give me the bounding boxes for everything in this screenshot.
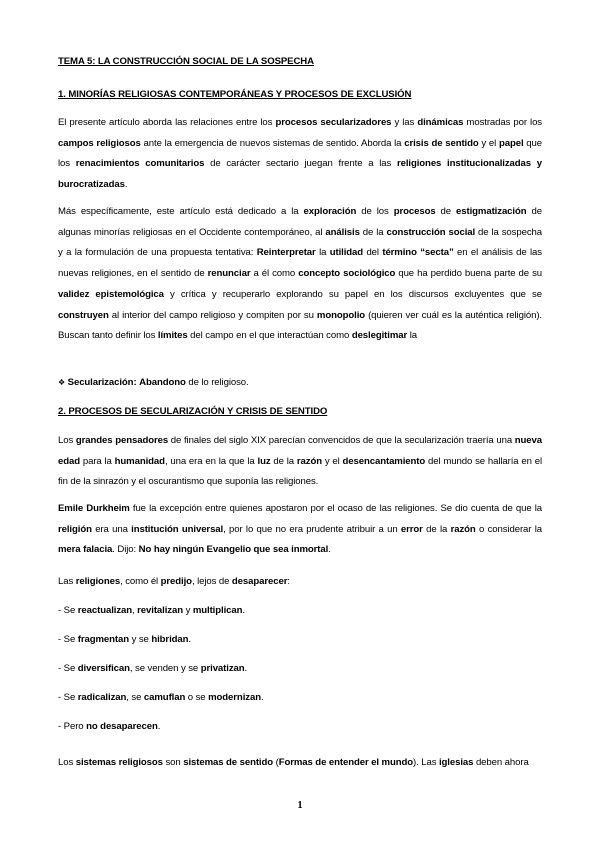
- section-1-paragraph-2: Más específicamente, este artículo está dedicado a la exploración de los procesos de estigmatización de algunas minorías religiosas en el Occidente contemporáneo, al análisis de la construcción social de la sospecha y a la formulación de una propuesta tentativa: Reinterpretar la utilidad del término “secta” en el análisis de las nuevas religiones, en el sentido de renunciar a él como concepto sociológico que ha perdido buena parte de su validez epistemológica y crítica y recuperarlo explorando su papel en los discursos excluyentes que se construyen al interior del campo religioso y compiten por su monopolio (quieren ver cuál es la auténtica religión). Buscan tanto definir los límites del campo en el que interactúan como deslegitimar la: [58, 206, 542, 342]
- page-number: 1: [297, 800, 303, 811]
- section-2-heading: 2. PROCESOS DE SECULARIZACIÓN Y CRISIS DE SENTIDO: [58, 406, 328, 417]
- section-2-paragraph-4: Los sistemas religiosos son sistemas de sentido (Formas de entender el mundo). Las iglesias deben ahora: [58, 757, 529, 768]
- section-2-paragraph-3: Las religiones, como él predijo, lejos de desaparecer:: [58, 576, 290, 587]
- section-2-paragraph-1: Los grandes pensadores de finales del siglo XIX parecían convencidos de que la secularización traería una nueva edad para la humanidad, una era en la que la luz de la razón y el desencantamiento del mundo se hallaría en el fin de la sinrazón y el oscurantismo que suponía las religiones.: [58, 435, 543, 488]
- diamond-bullet-icon: ❖: [58, 378, 66, 387]
- list-item: - Se fragmentan y se hibridan.: [58, 634, 191, 645]
- section-1-bullet: ❖ Secularización: Abandono de lo religioso.: [58, 377, 249, 388]
- list-item: - Se diversifican, se venden y se privatizan.: [58, 663, 248, 674]
- list-item: - Pero no desaparecen.: [58, 721, 161, 732]
- list-item: - Se radicalizan, se camuflan o se modernizan.: [58, 692, 264, 703]
- section-2-paragraph-2: Emile Durkheim fue la excepción entre quienes apostaron por el ocaso de las religiones. Se dio cuenta de que la religión era una institución universal, por lo que no era prudente atribuir a un error de la razón o considerar la mera falacia. Dijo: No hay ningún Evangelio que sea inmortal.: [58, 503, 542, 556]
- document-title: TEMA 5: LA CONSTRUCCIÓN SOCIAL DE LA SOSPECHA: [58, 56, 314, 67]
- list-item: - Se reactualizan, revitalizan y multiplican.: [58, 605, 245, 616]
- section-1-paragraph-1: El presente artículo aborda las relaciones entre los procesos secularizadores y las dinámicas mostradas por los campos religiosos ante la emergencia de nuevos sistemas de sentido. Aborda la crisis de sentido y el papel que los renacimientos comunitarios de carácter sectario juegan frente a las religiones institucionalizadas y burocratizadas.: [58, 117, 543, 191]
- section-1-heading: 1. MINORÍAS RELIGIOSAS CONTEMPORÁNEAS Y PROCESOS DE EXCLUSIÓN: [58, 89, 412, 100]
